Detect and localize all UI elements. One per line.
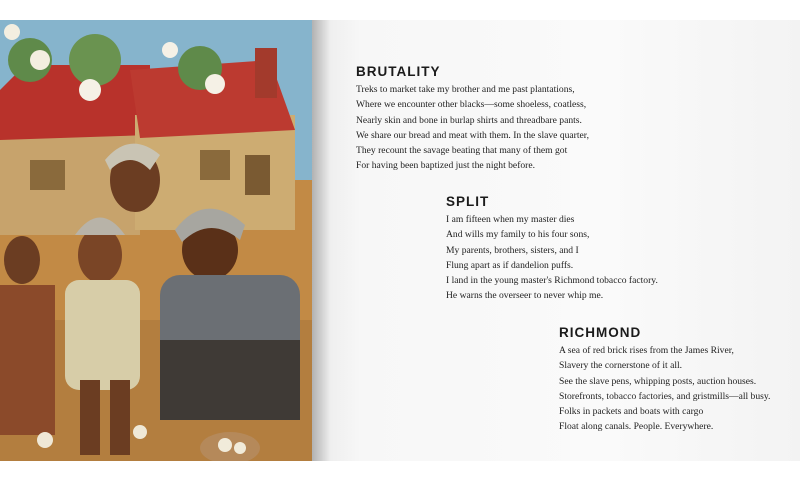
poem-line: Float along canals. People. Everywhere. [559,421,714,433]
poem-line: We share our bread and meat with them. In the slave quarter, [356,129,589,141]
poem-line: Where we encounter other blacks—some shoeless, coatless, [356,99,587,111]
poem-line: Slavery the cornerstone of it all. [559,360,683,372]
poem-line: Storefronts, tobacco factories, and gristmills—all busy. [559,390,771,402]
poem-line: See the slave pens, whipping posts, auction houses. [559,375,757,387]
poem-title: RICHMOND [559,325,642,340]
poem-line: Treks to market take my brother and me past plantations, [356,84,575,95]
poem-line: I land in the young master's Richmond tobacco factory. [446,275,658,287]
poem-richmond [559,325,770,435]
poem-line: They recount the savage beating that many of them got [356,145,568,157]
poem-split [446,194,658,304]
poem-line: Folks in packets and boats with cargo [559,406,704,418]
poem-line: My parents, brothers, sisters, and I [446,244,579,256]
painting-artwork [0,20,312,461]
poem-line: Nearly skin and bone in burlap shirts and threadbare pants. [356,114,582,126]
poem-line: For having been baptized just the night before. [356,160,536,172]
book-gutter [312,20,330,461]
poem-brutality [356,64,589,174]
poem-line: Flung apart as if dandelion puffs. [446,259,574,271]
poem-title: BRUTALITY [356,64,441,79]
poem-line: And wills my family to his four sons, [446,229,590,241]
poem-line: I am fifteen when my master dies [446,214,575,225]
poem-title: SPLIT [446,194,490,209]
poem-line: He warns the overseer to never whip me. [446,290,604,302]
painting-illustration [0,20,312,461]
poem-line: A sea of red brick rises from the James River, [559,345,734,356]
